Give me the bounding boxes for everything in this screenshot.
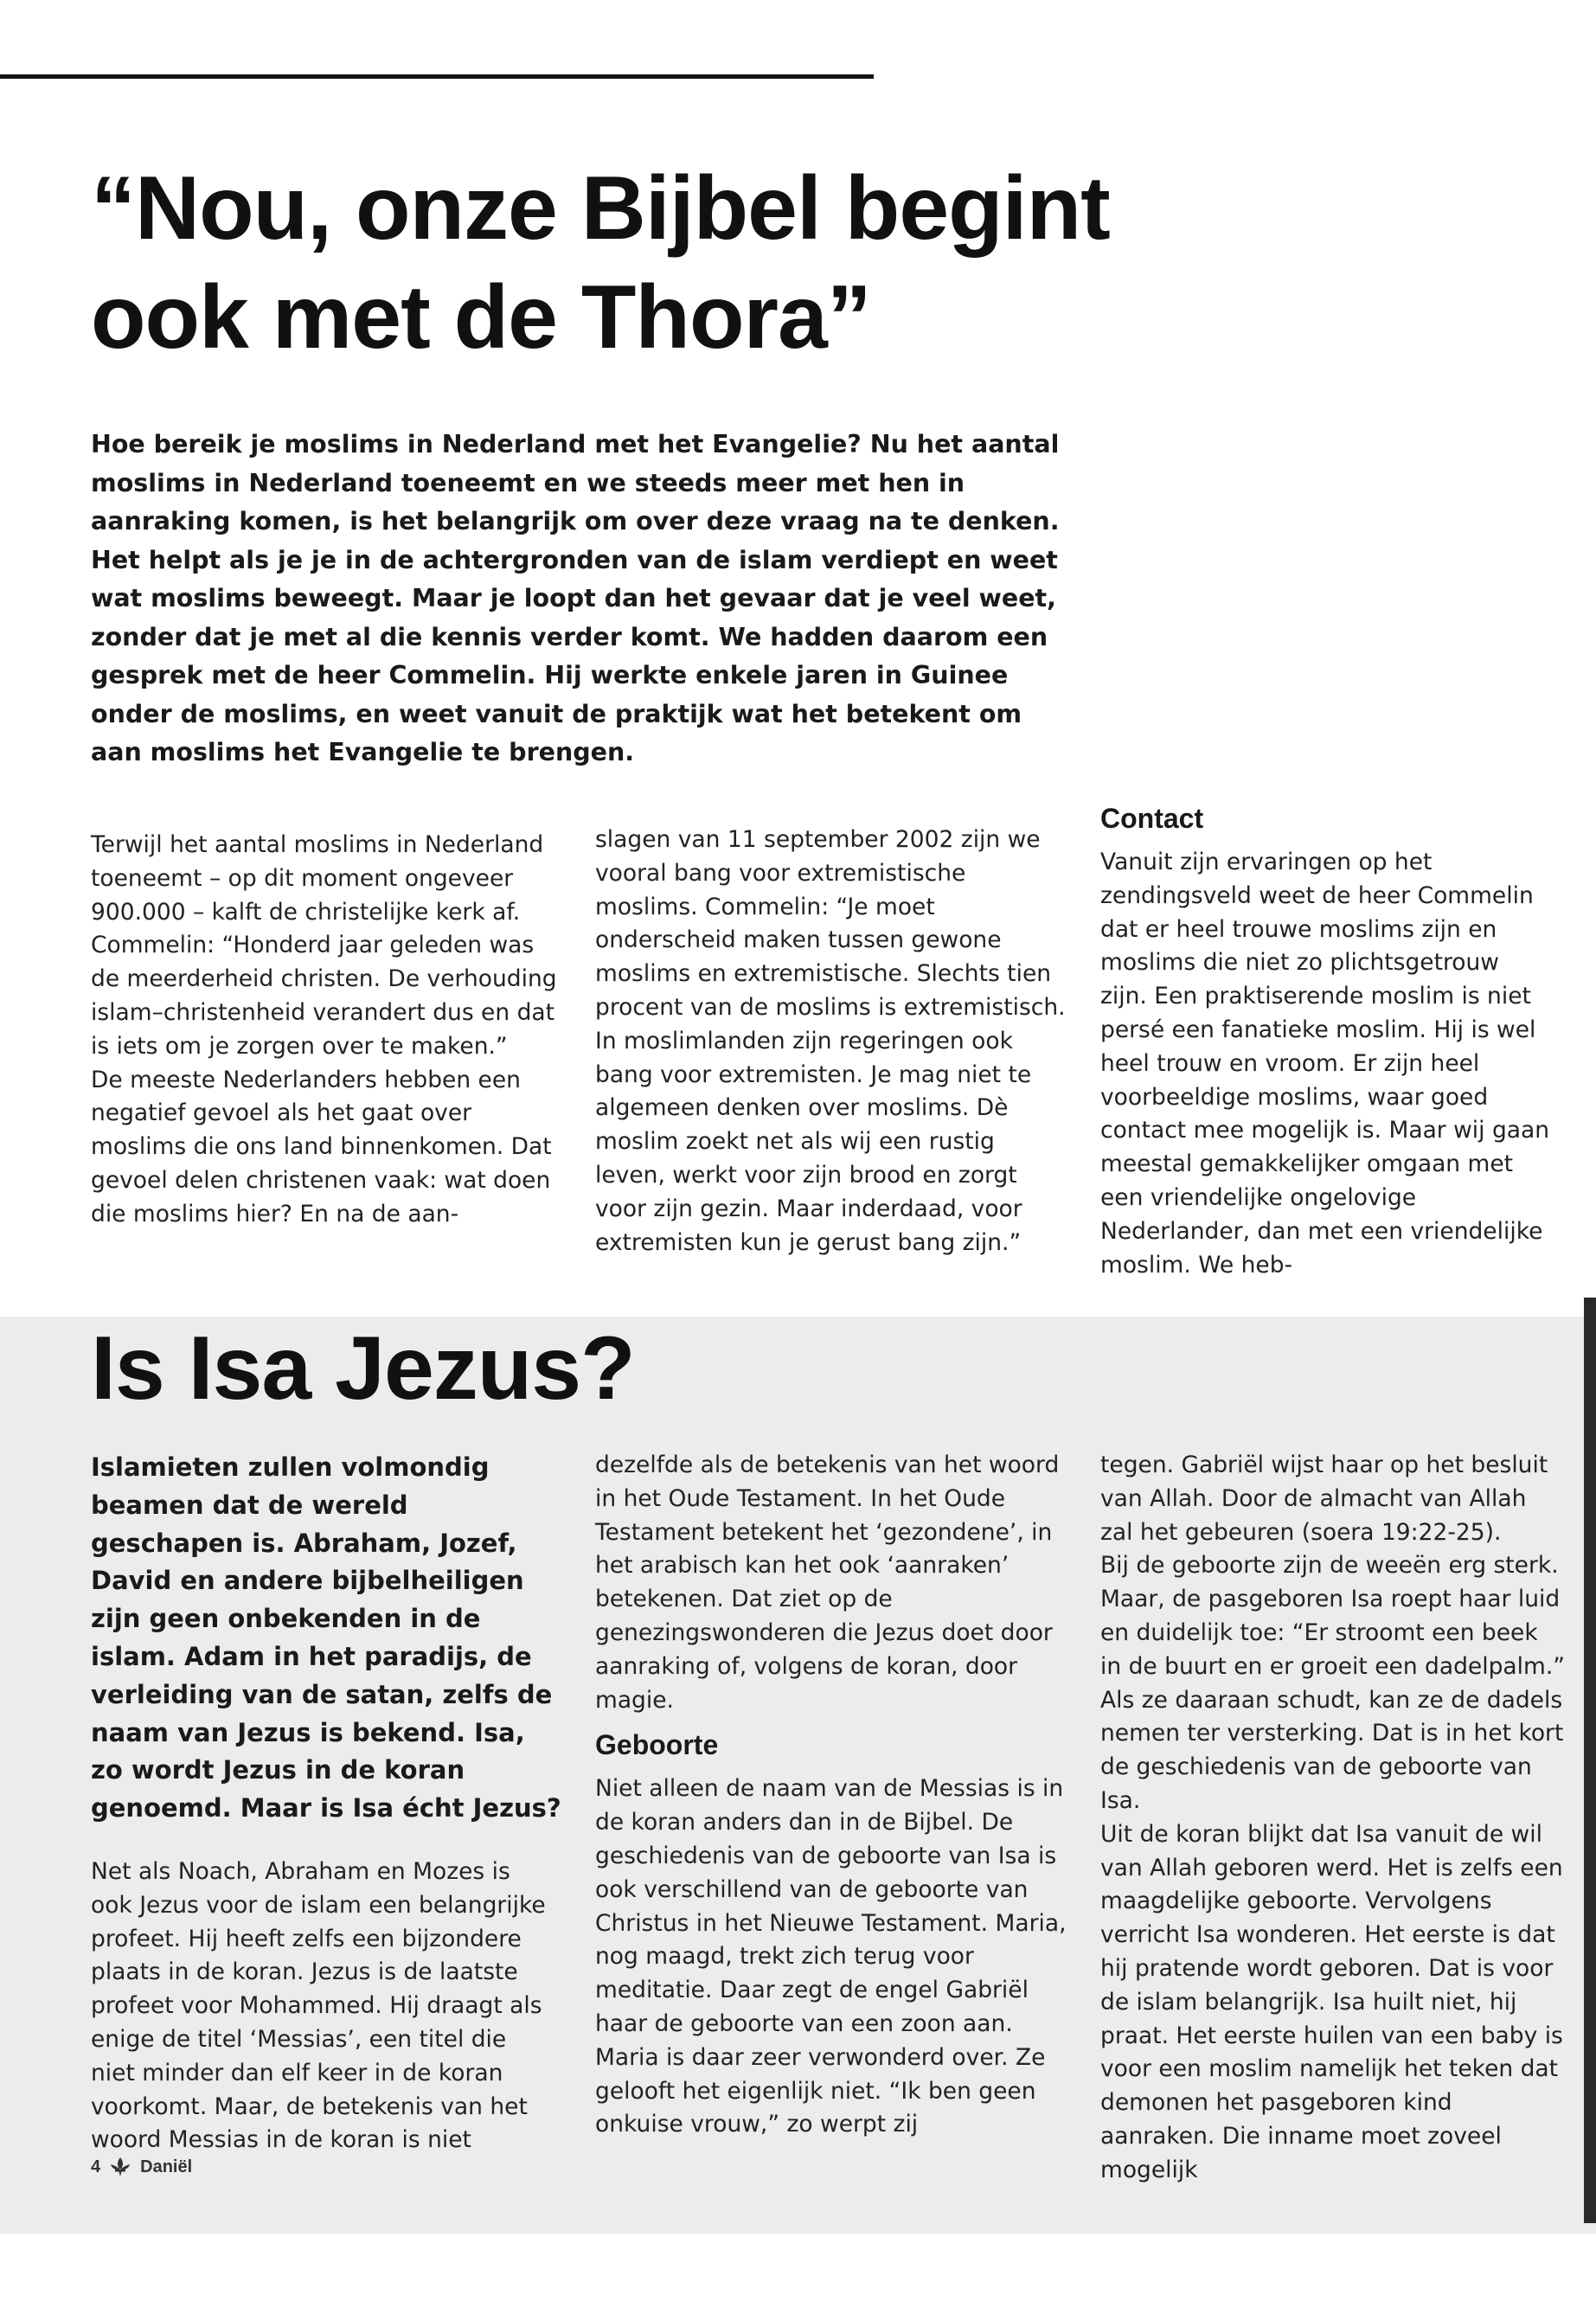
article-headline: “Nou, onze Bijbel begint ook met de Thora” — [91, 158, 1110, 368]
article1-column-2 — [595, 824, 1067, 1259]
paragraph: De meeste Nederlanders hebben een negatief gevoel als het gaat over moslims die ons land binnenkomen. Dat gevoel delen christenen vaak: wat doen die moslims hier? En na de aan- — [91, 1066, 552, 1227]
article1-column-3 — [1100, 801, 1550, 1282]
page-number: 4 — [91, 2157, 101, 2176]
section-title: Is Isa Jezus? — [91, 1318, 635, 1419]
page-footer — [91, 2157, 192, 2177]
article1-column-1 — [91, 829, 558, 1232]
article2-column-3 — [1100, 1449, 1566, 2188]
section-lead: Islamieten zullen volmondig beamen dat de wereld geschapen is. Abraham, Jozef, David en andere bijbelheiligen zijn geen onbekenden in de islam. Adam in het paradijs, de verleiding van de satan, zelfs de naam van Jezus is bekend. Isa, zo wordt Jezus in de koran genoemd. Maar is Isa écht Jezus? — [91, 1452, 561, 1823]
paragraph: tegen. Gabriël wijst haar op het besluit van Allah. Door de almacht van Allah zal het gebeuren (soera 19:22-25). — [1100, 1452, 1548, 1546]
article-intro: Hoe bereik je moslims in Nederland met het Evangelie? Nu het aantal moslims in Nederland toeneemt en we steeds meer met hen in aanraking komen, is het belangrijk om over deze vraag na te denken. Het helpt als je je in de achtergronden van de islam verdiept en weet wat moslims beweegt. Maar je loopt dan het gevaar dat je veel weet, zonder dat je met al die kennis verder komt. We hadden daarom een gesprek met de heer Commelin. Hij werkte enkele jaren in Guinee onder de moslims, en weet vanuit de praktijk wat het betekent om aan moslims het Evangelie te brengen. — [91, 430, 1060, 766]
section-heading-geboorte: Geboorte — [595, 1729, 719, 1761]
paragraph: slagen van 11 september 2002 zijn we vooral bang voor extremistische moslims. Commelin: “Je moet onderscheid maken tussen gewone moslims en extremistische. Slechts tien procent van de moslims is extremistisch. In moslimlanden zijn regeringen ook bang voor extremisten. Je mag niet te algemeen denken over moslims. Dè moslim zoekt net als wij een rustig leven, werkt voor zijn brood en zorgt voor zijn gezin. Maar inderdaad, voor extremisten kun je gerust bang zijn.” — [595, 826, 1066, 1256]
paragraph: Net als Noach, Abraham en Mozes is ook Jezus voor de islam een belangrijke profeet. Hij heeft zelfs een bijzondere plaats in de koran. Jezus is de laatste profeet voor Mohammed. Hij draagt als enige de titel ‘Messias’, een titel die niet minder dan elf keer in de koran voorkomt. Maar, de betekenis van het woord Messias in de koran is niet — [91, 1858, 546, 2154]
paragraph: Vanuit zijn ervaringen op het zendingsveld weet de heer Commelin dat er heel trouwe moslims zijn en moslims die niet zo plichtsgetrouw zijn. Een praktiserende moslim is niet persé een fanatieke moslim. Hij is wel heel trouw en vroom. Er zijn heel voorbeeldige moslims, waar goed contact mee mogelijk is. Maar wij gaan meestal gemakkelijker omgaan met een vriendelijke ongelovige Nederlander, dan met een vriendelijke moslim. We heb- — [1100, 849, 1550, 1279]
paragraph: Bij de geboorte zijn de weeën erg sterk. Maar, de pasgeboren Isa roept haar luid en duidelijk toe: “Er stroomt een beek in de buurt en er groeit een dadelpalm.” Als ze daaraan schudt, kan ze de dadels nemen ter versterking. Dat is in het kort de geschiedenis van de geboorte van Isa. — [1100, 1552, 1565, 1814]
top-rule — [0, 74, 874, 79]
article2-column-1 — [91, 1856, 554, 2157]
magazine-name: Daniël — [140, 2157, 193, 2176]
article2-column-2 — [595, 1449, 1067, 2142]
fleur-de-lis-icon — [109, 2157, 131, 2177]
page-edge-shadow — [1584, 1298, 1596, 2223]
paragraph: Uit de koran blijkt dat Isa vanuit de wil van Allah geboren werd. Het is zelfs een maagdelijke geboorte. Vervolgens verricht Isa wonderen. Het eerste is dat hij pratende wordt geboren. Dat is voor de islam belangrijk. Isa huilt niet, hij praat. Het eerste huilen van een baby is voor een moslim namelijk het teken dat demonen het pasgeboren kind aanraken. Die inname moet zoveel mogelijk — [1100, 1820, 1563, 2183]
paragraph: Terwijl het aantal moslims in Nederland toeneemt – op dit moment ongeveer 900.000 – kalft de christelijke kerk af. Commelin: “Honderd jaar geleden was de meerderheid christen. De verhouding islam–christenheid verandert dus en dat is iets om je zorgen over te maken.” — [91, 831, 557, 1060]
paragraph: dezelfde als de betekenis van het woord in het Oude Testament. In het Oude Testament betekent het ‘gezondene’, in het arabisch kan het ook ‘aanraken’ betekenen. Dat ziet op de genezingswonderen die Jezus doet door aanraking of, volgens de koran, door magie. — [595, 1452, 1060, 1714]
paragraph: Niet alleen de naam van de Messias is in de koran anders dan in de Bijbel. De geschiedenis van de geboorte van Isa is ook verschillend van de geboorte van Christus in het Nieuwe Testament. Maria, nog maagd, trekt zich terug voor meditatie. Daar zegt de engel Gabriël haar de geboorte van een zoon aan. Maria is daar zeer verwonderd over. Ze gelooft het eigenlijk niet. “Ik ben geen onkuise vrouw,” zo werpt zij — [595, 1775, 1067, 2138]
section-heading-contact: Contact — [1100, 803, 1204, 834]
